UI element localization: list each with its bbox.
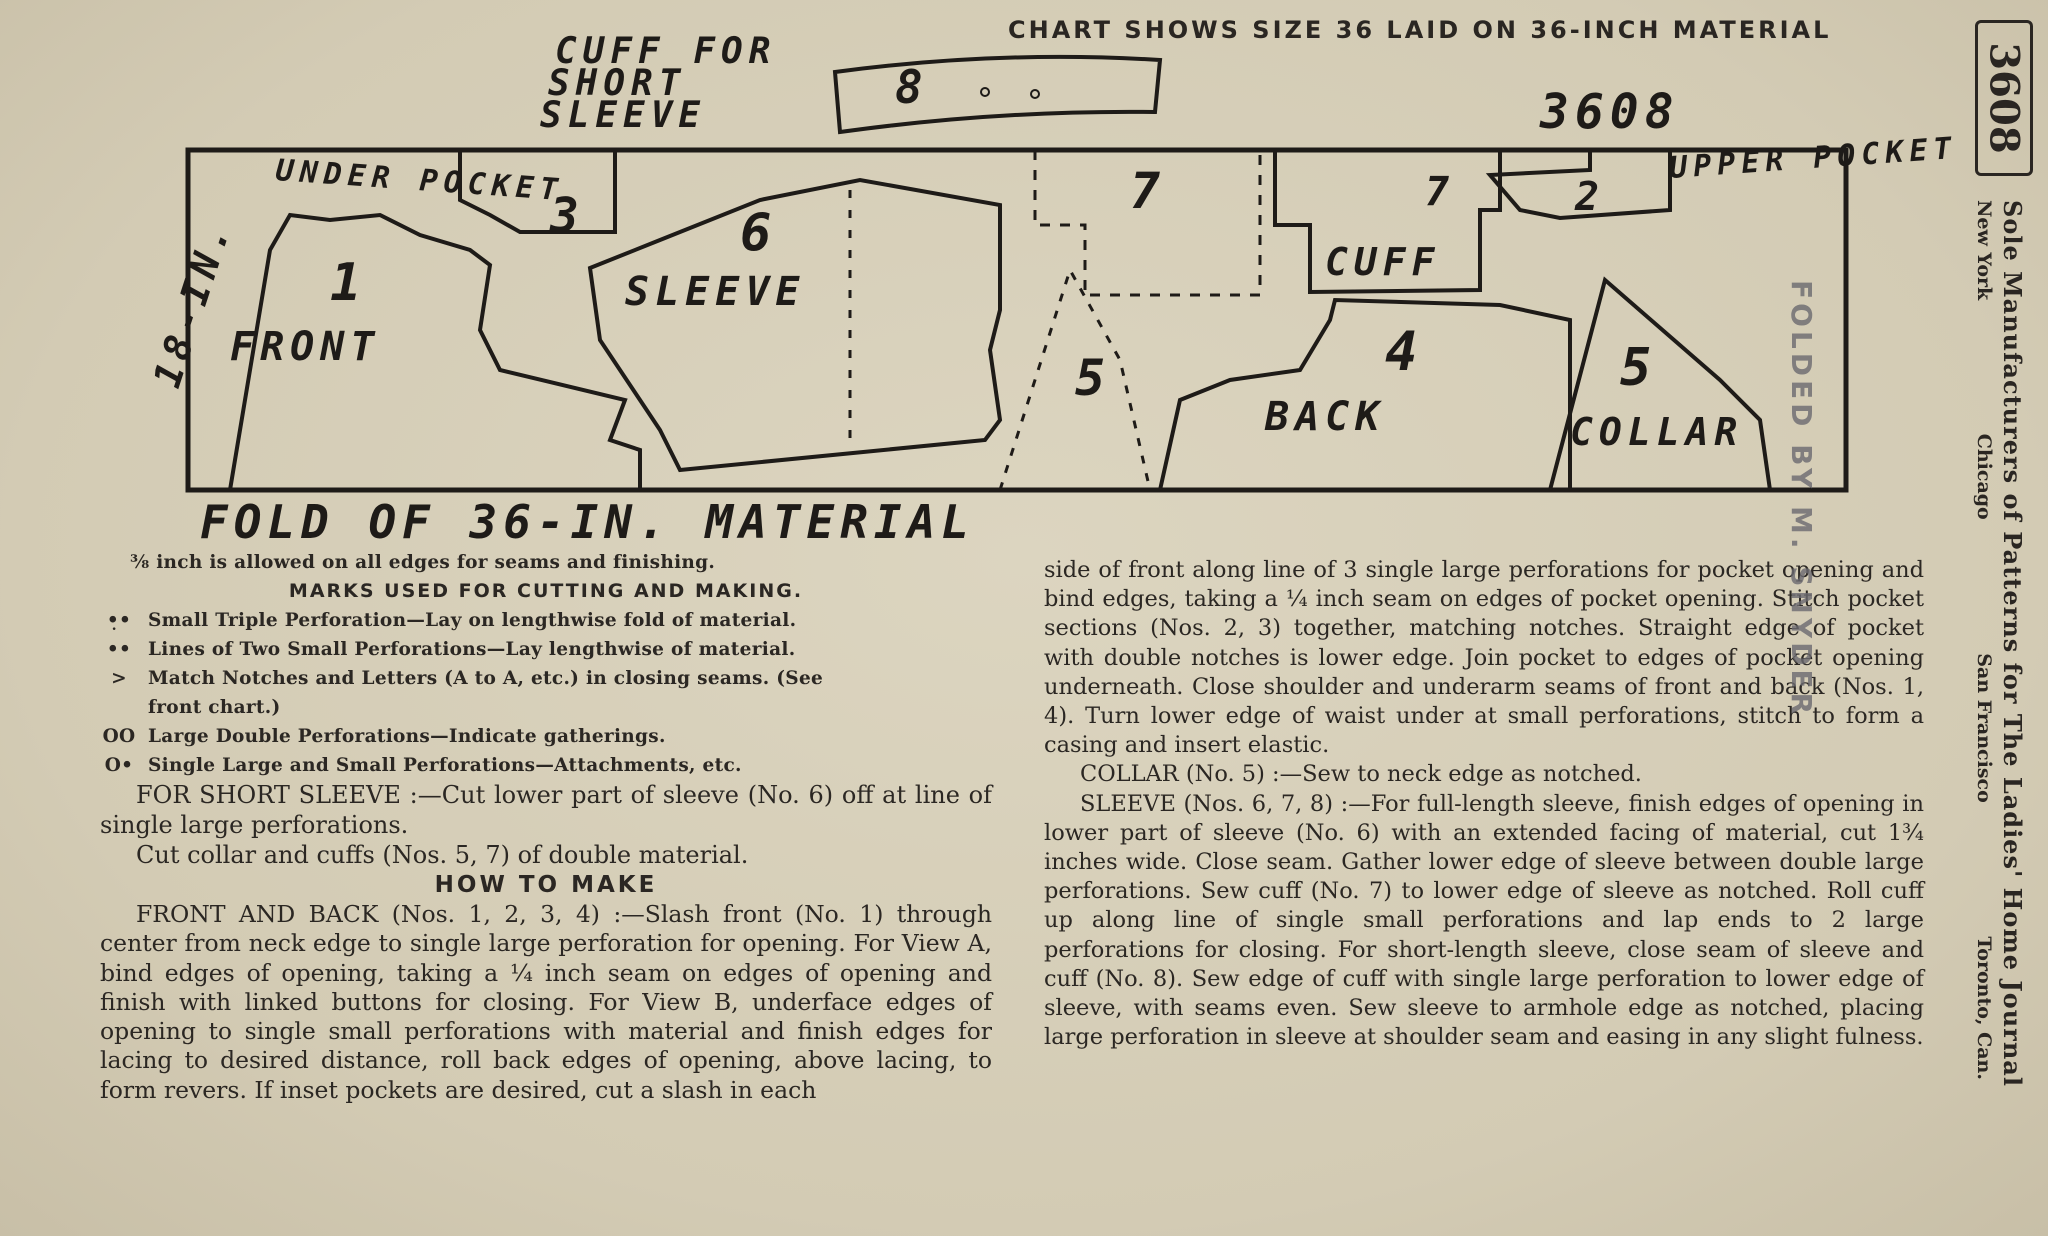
piece-1-number: 1	[330, 253, 368, 313]
mark-text: Small Triple Perforation—Lay on lengthwise fold of material.	[148, 610, 797, 631]
piece-5-collar-outline	[1550, 280, 1770, 490]
short-sleeve-instruction: FOR SHORT SLEEVE :—Cut lower part of sleeve (No. 6) off at line of single large perforations.	[100, 781, 992, 839]
chart-header: CHART SHOWS SIZE 36 LAID ON 36-INCH MATERIAL	[1008, 16, 1832, 44]
piece-4-name: BACK	[1265, 394, 1386, 440]
cities-line	[1970, 200, 1998, 1080]
mark-text: front chart.)	[148, 697, 281, 718]
fold-label: FOLD OF 36-IN. MATERIAL	[200, 495, 975, 549]
collar-instruction: COLLAR (No. 5) :—Sew to neck edge as notched.	[1080, 761, 1642, 788]
piece-8-cuff-outline	[835, 57, 1160, 132]
city-chicago: Chicago	[1973, 433, 1995, 520]
piece-7-number: 7	[1425, 169, 1456, 215]
mark-row-triple	[100, 606, 992, 635]
mark-symbol: >	[111, 668, 127, 689]
mark-row-notches	[100, 664, 992, 693]
piece-7-name: CUFF	[1325, 240, 1441, 284]
piece-2-name: UPPER POCKET	[1668, 130, 1959, 186]
width-label: 18-IN.	[144, 214, 241, 393]
mark-row-double	[100, 722, 992, 751]
piece-5-name: COLLAR	[1570, 410, 1744, 454]
left-column	[100, 548, 992, 1105]
piece-5-number: 5	[1620, 338, 1658, 398]
sleeve-instruction: SLEEVE (Nos. 6, 7, 8) :—For full-length sleeve, finish edges of opening in lower part of sleeve (No. 6) with an extended facing of material, cut 1¾ inches wide. Close seam. Gather lower edge of sleeve between double large perforations. Sew cuff (No. 7) to lower edge of sleeve as notched. Roll cuff up along line of single small perforations and lap ends to 2 large perforations for closing. For short-length sleeve, close seam of sleeve and cuff (No. 8). Sew edge of cuff with single large perforation to lower edge of sleeve, with seams even. Sew sleeve to armhole edge as notched, placing large perforation in sleeve at shoulder seam and easing in any slight fulness.	[1044, 790, 1924, 1051]
mark-text: Match Notches and Letters (A to A, etc.) in closing seams. (See	[148, 668, 824, 689]
marks-heading: MARKS USED FOR CUTTING AND MAKING.	[288, 580, 804, 602]
mark-text: Single Large and Small Perforations—Attachments, etc.	[148, 755, 742, 776]
cutting-layout-chart	[0, 0, 2048, 560]
mark-row-notches-cont	[100, 693, 992, 722]
cuff-number: 8	[895, 60, 929, 114]
mark-symbol: O•	[104, 755, 134, 776]
piece-6-number: 6	[740, 203, 778, 263]
manufacturer-line: Sole Manufacturers of Patterns for The Ladies' Home Journal	[1998, 200, 2027, 1087]
city-toronto: Toronto, Can.	[1973, 936, 1995, 1080]
mark-symbol: OO	[102, 726, 136, 747]
pattern-number: 3608	[1980, 42, 2028, 154]
folded-by-stamp: FOLDED BY M. SNYDER	[1785, 280, 1818, 719]
piece-6-name: SLEEVE	[625, 269, 806, 315]
collar-cuffs-instruction: Cut collar and cuffs (Nos. 5, 7) of double material.	[136, 841, 749, 869]
mark-text: Lines of Two Small Perforations—Lay lengthwise of material.	[148, 639, 796, 660]
cuff-label-line-1: CUFF FOR	[555, 31, 777, 72]
piece-6-outline	[590, 180, 1000, 470]
pattern-number-handwritten: 3608	[1540, 84, 1680, 140]
mark-symbol: •̣•	[106, 610, 132, 631]
seam-allowance-note: ⅜ inch is allowed on all edges for seams and finishing.	[130, 552, 716, 573]
pattern-number-box	[1975, 20, 2033, 176]
city-new-york: New York	[1973, 200, 1995, 301]
city-san-francisco: San Francisco	[1973, 653, 1995, 803]
piece-3-number: 3	[550, 188, 585, 244]
cuff-label-line-3: SLEEVE	[540, 95, 707, 136]
piece-3-name: UNDER POCKET	[274, 153, 565, 209]
mark-row-single	[100, 751, 992, 780]
mark-row-two	[100, 635, 992, 664]
piece-2-number: 2	[1575, 174, 1606, 220]
manufacturer-block	[1970, 200, 2026, 1087]
how-to-make-heading: HOW TO MAKE	[434, 872, 658, 898]
piece-1-name: FRONT	[230, 324, 381, 370]
piece-7-top-number: 7	[1130, 162, 1167, 220]
mark-text: Large Double Perforations—Indicate gatherings.	[148, 726, 666, 747]
piece-5-mid-number: 5	[1075, 349, 1112, 407]
piece-4-number: 4	[1385, 320, 1424, 383]
front-back-instruction: FRONT AND BACK (Nos. 1, 2, 3, 4) :—Slash front (No. 1) through center from neck edge to single large perforation for opening. For View A, bind edges of opening, taking a ¼ inch seam on edges of opening and finish with linked buttons for closing. For View B, underface edges of opening to single small perforations with material and finish edges for lacing to desired distance, roll back edges of opening, above lacing, to form revers. If inset pockets are desired, cut a slash in each	[100, 900, 992, 1104]
mark-symbol: ••	[106, 639, 132, 660]
pocket-instruction-continued: side of front along line of 3 single large perforations for pocket opening and bind edges, taking a ¼ inch seam on edges of pocket opening. Stitch pocket sections (Nos. 2, 3) together, matching notches. Straight edge of pocket with double notches is lower edge. Join pocket to edges of pocket opening underneath. Close shoulder and underarm seams of front and back (Nos. 1, 4). Turn lower edge of waist under at small perforations, stitch to form a casing and insert elastic.	[1044, 557, 1924, 759]
mark-symbol	[100, 693, 138, 722]
cuff-label-line-2: SHORT	[548, 63, 687, 104]
